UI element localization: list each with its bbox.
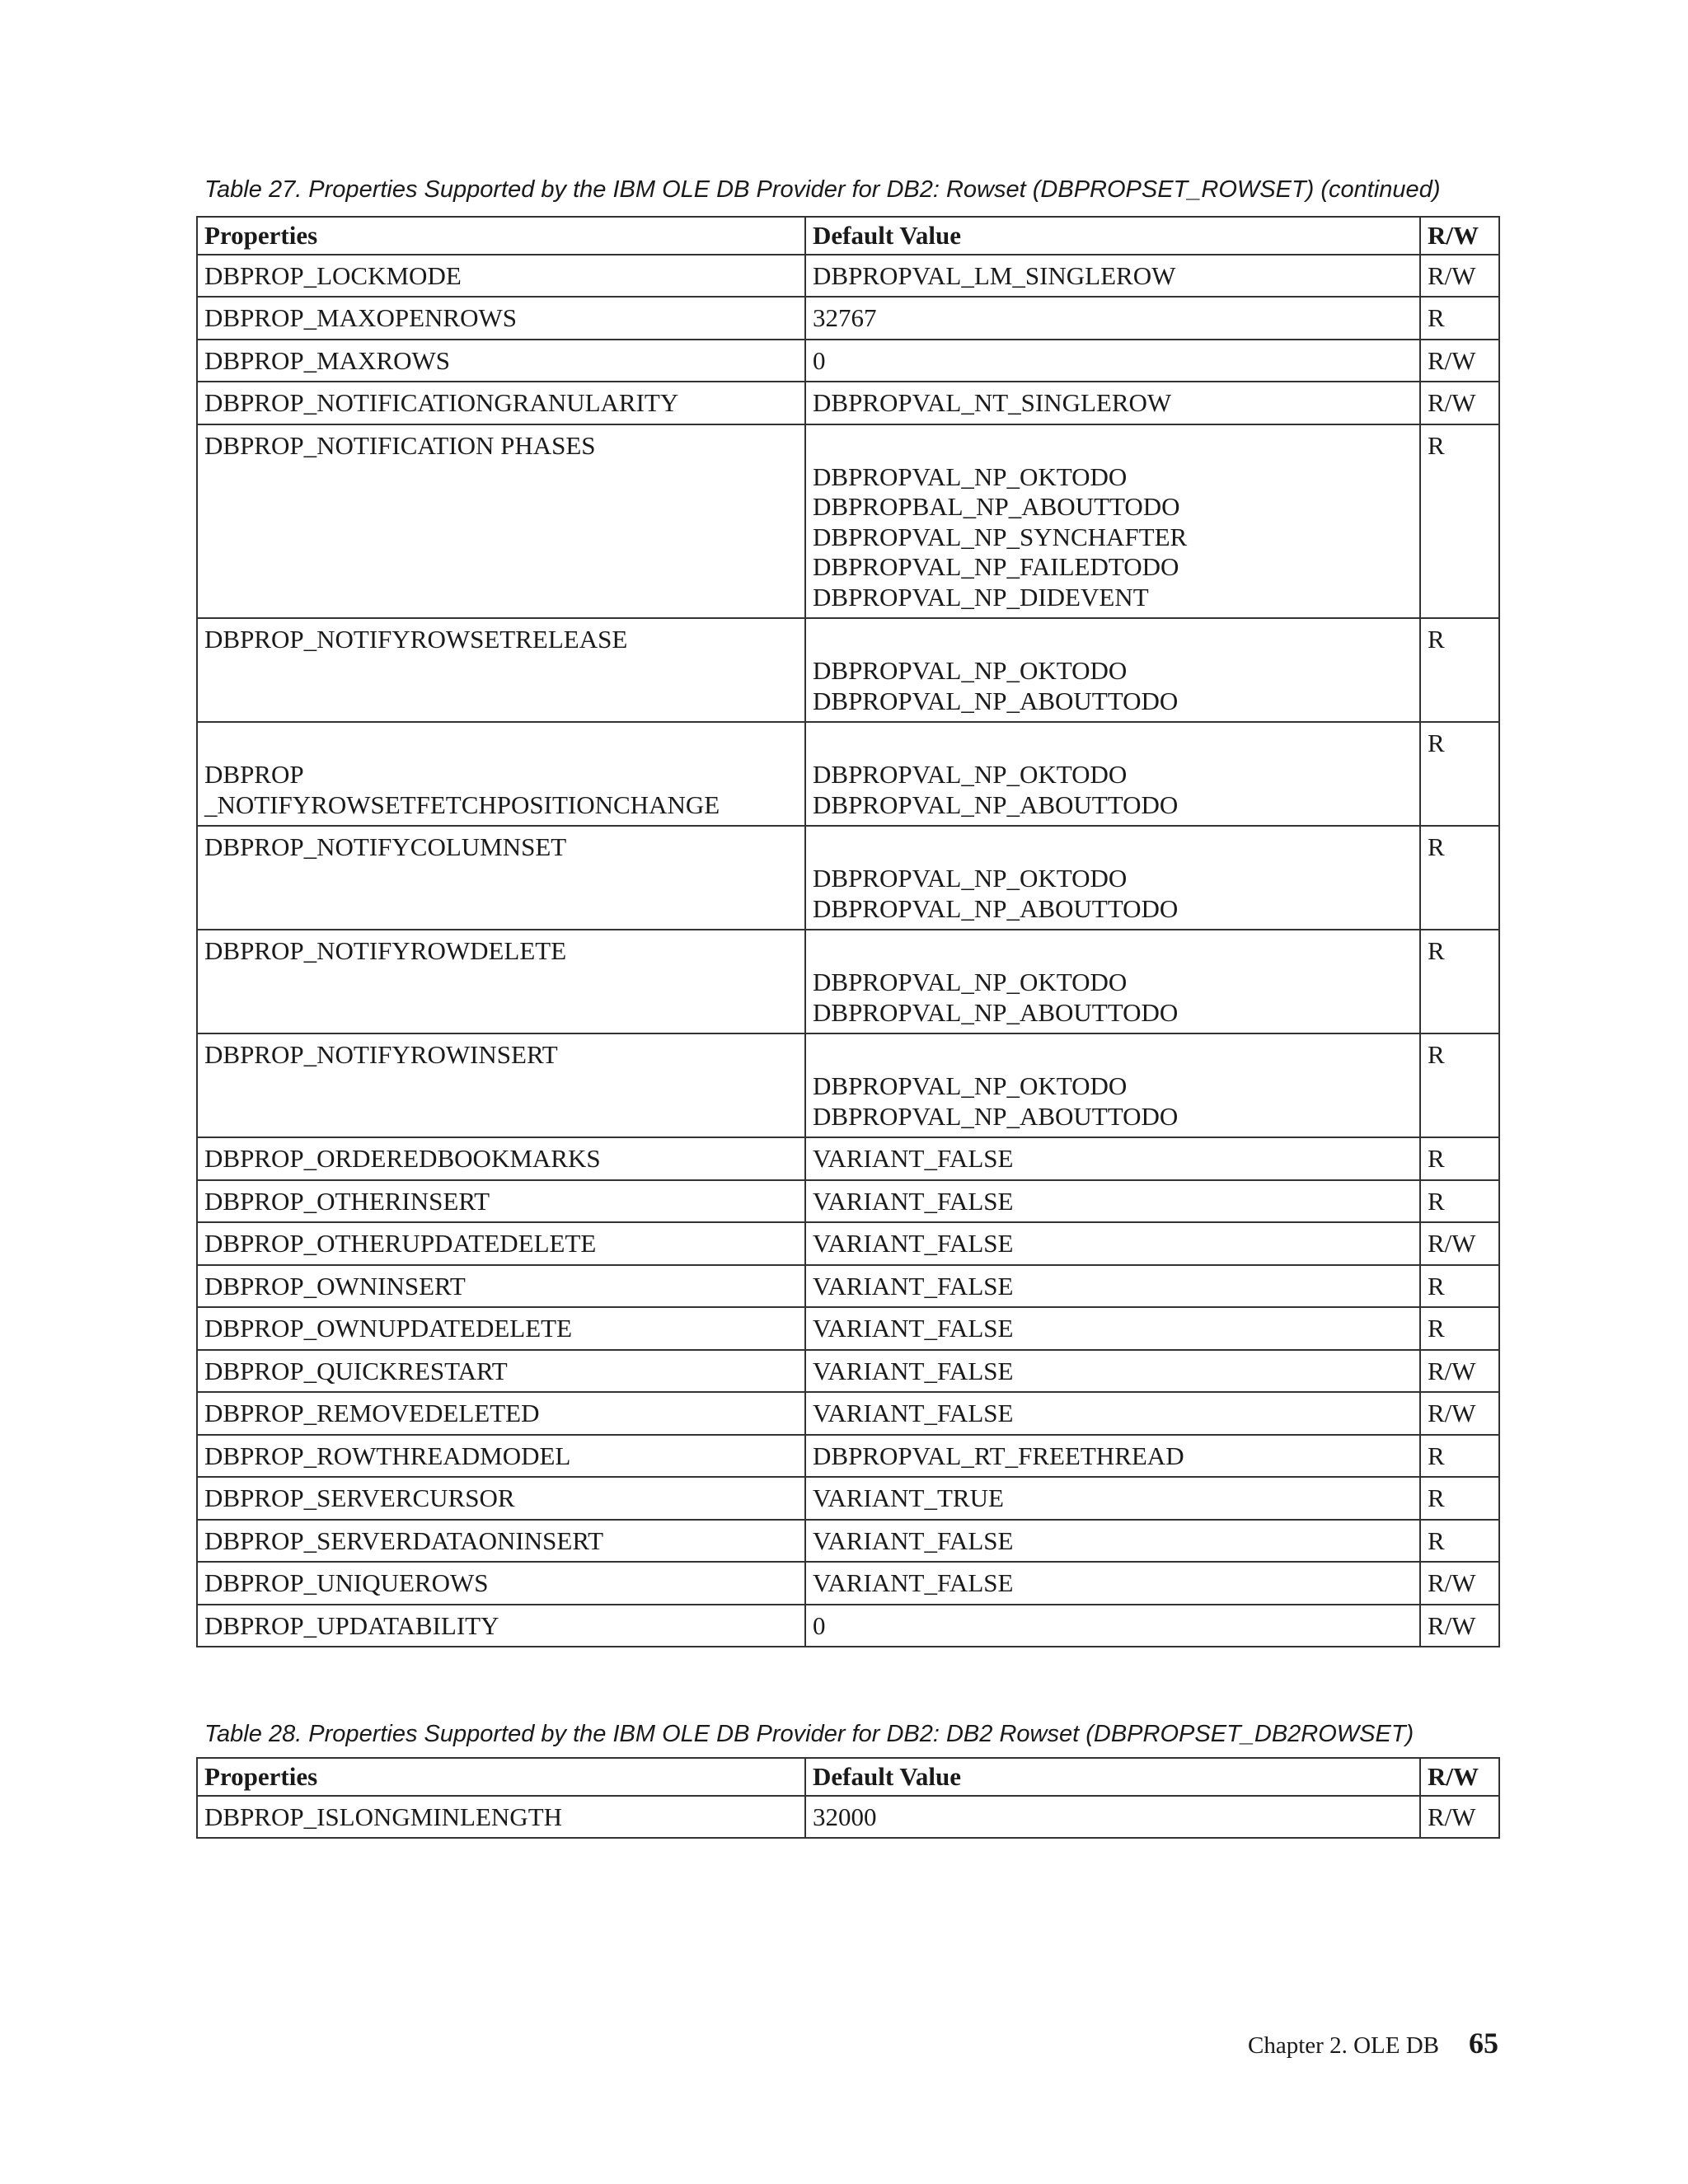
property-cell: DBPROP_ORDEREDBOOKMARKS — [197, 1137, 805, 1180]
table-row — [197, 1796, 1499, 1839]
table-row — [197, 826, 1499, 930]
property-cell: DBPROP_SERVERCURSOR — [197, 1477, 805, 1520]
rw-cell: R — [1420, 930, 1499, 1033]
default-value-line: DBPROPVAL_NP_SYNCHAFTER — [813, 522, 1188, 551]
table-row — [197, 1477, 1499, 1520]
default-value-line: DBPROPVAL_NP_ABOUTTODO — [813, 997, 1179, 1027]
table-27-caption: Table 27. Properties Supported by the IBM OLE DB Provider for DB2: Rowset (DBPROPSET_ROWSET) (continued) — [204, 176, 1441, 203]
table-row — [197, 1562, 1499, 1605]
property-cell: DBPROP_OWNUPDATEDELETE — [197, 1307, 805, 1350]
table-row — [197, 1392, 1499, 1435]
page-number: 65 — [1469, 2027, 1498, 2060]
table-row — [197, 340, 1499, 382]
default-value-cell: VARIANT_FALSE — [805, 1520, 1420, 1563]
table-row — [197, 1222, 1499, 1265]
default-value-cell: VARIANT_FALSE — [805, 1562, 1420, 1605]
property-cell: DBPROP_ISLONGMINLENGTH — [197, 1796, 805, 1839]
rw-cell: R — [1420, 1033, 1499, 1137]
rw-cell: R/W — [1420, 382, 1499, 424]
default-value-line: DBPROPVAL_NP_OKTODO — [813, 760, 1128, 789]
property-line: _NOTIFYROWSETFETCHPOSITIONCHANGE — [204, 790, 720, 819]
default-value-cell — [805, 826, 1420, 930]
rw-cell: R — [1420, 1137, 1499, 1180]
rw-cell: R — [1420, 826, 1499, 930]
default-value-line: DBPROPVAL_NP_OKTODO — [813, 656, 1128, 685]
rw-cell: R/W — [1420, 1605, 1499, 1647]
rw-cell: R/W — [1420, 1796, 1499, 1839]
default-value-cell: VARIANT_FALSE — [805, 1350, 1420, 1393]
table-row — [197, 1033, 1499, 1137]
table-row — [197, 1307, 1499, 1350]
default-value-cell: VARIANT_FALSE — [805, 1265, 1420, 1308]
rw-cell: R/W — [1420, 340, 1499, 382]
rw-cell: R — [1420, 618, 1499, 722]
header-properties: Properties — [197, 1758, 805, 1796]
property-cell: DBPROP_REMOVEDELETED — [197, 1392, 805, 1435]
table-row — [197, 297, 1499, 340]
property-line: DBPROP — [204, 760, 304, 789]
header-properties: Properties — [197, 217, 805, 255]
header-default-value: Default Value — [805, 1758, 1420, 1796]
default-value-cell: 32000 — [805, 1796, 1420, 1839]
property-cell: DBPROP_UPDATABILITY — [197, 1605, 805, 1647]
default-value-line: DBPROPVAL_NP_ABOUTTODO — [813, 893, 1179, 923]
table-28 — [196, 1757, 1500, 1839]
default-value-line: DBPROPBAL_NP_ABOUTTODO — [813, 492, 1180, 521]
property-cell: DBPROP_NOTIFYROWSETRELEASE — [197, 618, 805, 722]
table-header-row — [197, 1758, 1499, 1796]
property-cell: DBPROP_OTHERINSERT — [197, 1180, 805, 1223]
table-row — [197, 722, 1499, 826]
rw-cell: R/W — [1420, 1392, 1499, 1435]
table-27 — [196, 216, 1500, 1647]
footer-chapter: Chapter 2. OLE DB — [1248, 2032, 1439, 2059]
default-value-line: DBPROPVAL_NP_OKTODO — [813, 968, 1128, 996]
default-value-line: DBPROPVAL_NP_OKTODO — [813, 864, 1128, 893]
rw-cell: R — [1420, 1520, 1499, 1563]
default-value-cell: DBPROPVAL_NT_SINGLEROW — [805, 382, 1420, 424]
property-cell — [197, 722, 805, 826]
property-cell: DBPROP_NOTIFICATION PHASES — [197, 424, 805, 619]
default-value-cell: 0 — [805, 340, 1420, 382]
table-row — [197, 1137, 1499, 1180]
default-value-cell — [805, 930, 1420, 1033]
rw-cell: R — [1420, 424, 1499, 619]
rw-cell: R — [1420, 297, 1499, 340]
property-cell: DBPROP_SERVERDATAONINSERT — [197, 1520, 805, 1563]
table-row — [197, 1350, 1499, 1393]
default-value-line: DBPROPVAL_NP_OKTODO — [813, 462, 1128, 491]
default-value-cell: DBPROPVAL_LM_SINGLEROW — [805, 255, 1420, 298]
default-value-cell — [805, 424, 1420, 619]
rw-cell: R — [1420, 1180, 1499, 1223]
rw-cell: R — [1420, 1435, 1499, 1478]
default-value-cell: DBPROPVAL_RT_FREETHREAD — [805, 1435, 1420, 1478]
property-cell: DBPROP_NOTIFICATIONGRANULARITY — [197, 382, 805, 424]
table-row — [197, 424, 1499, 619]
table-header-row — [197, 217, 1499, 255]
default-value-line: DBPROPVAL_NP_OKTODO — [813, 1071, 1128, 1100]
table-row — [197, 1265, 1499, 1308]
default-value-cell — [805, 618, 1420, 722]
header-default-value: Default Value — [805, 217, 1420, 255]
default-value-line: DBPROPVAL_NP_ABOUTTODO — [813, 686, 1179, 715]
rw-cell: R/W — [1420, 1562, 1499, 1605]
header-rw: R/W — [1420, 1758, 1499, 1796]
property-cell: DBPROP_ROWTHREADMODEL — [197, 1435, 805, 1478]
default-value-line: DBPROPVAL_NP_FAILEDTODO — [813, 552, 1179, 581]
table-row — [197, 1520, 1499, 1563]
property-cell: DBPROP_MAXROWS — [197, 340, 805, 382]
table-row — [197, 930, 1499, 1033]
property-cell: DBPROP_OTHERUPDATEDELETE — [197, 1222, 805, 1265]
default-value-cell: VARIANT_FALSE — [805, 1137, 1420, 1180]
default-value-cell: VARIANT_TRUE — [805, 1477, 1420, 1520]
default-value-cell: VARIANT_FALSE — [805, 1180, 1420, 1223]
default-value-cell — [805, 722, 1420, 826]
table-28-caption: Table 28. Properties Supported by the IBM OLE DB Provider for DB2: DB2 Rowset (DBPROPSET_DB2ROWSET) — [204, 1721, 1414, 1747]
rw-cell: R/W — [1420, 1350, 1499, 1393]
property-cell: DBPROP_LOCKMODE — [197, 255, 805, 298]
property-cell: DBPROP_UNIQUEROWS — [197, 1562, 805, 1605]
default-value-line: DBPROPVAL_NP_ABOUTTODO — [813, 1101, 1179, 1131]
page-footer — [1248, 2026, 1498, 2060]
header-rw: R/W — [1420, 217, 1499, 255]
default-value-cell — [805, 1033, 1420, 1137]
rw-cell: R — [1420, 1477, 1499, 1520]
property-cell: DBPROP_QUICKRESTART — [197, 1350, 805, 1393]
property-cell: DBPROP_NOTIFYROWDELETE — [197, 930, 805, 1033]
table-row — [197, 618, 1499, 722]
table-row — [197, 1180, 1499, 1223]
default-value-cell: 32767 — [805, 297, 1420, 340]
table-row — [197, 1605, 1499, 1647]
rw-cell: R — [1420, 1307, 1499, 1350]
table-row — [197, 1435, 1499, 1478]
default-value-cell: 0 — [805, 1605, 1420, 1647]
rw-cell: R/W — [1420, 255, 1499, 298]
table-row — [197, 382, 1499, 424]
property-cell: DBPROP_MAXOPENROWS — [197, 297, 805, 340]
default-value-line: DBPROPVAL_NP_ABOUTTODO — [813, 790, 1179, 819]
rw-cell: R/W — [1420, 1222, 1499, 1265]
property-cell: DBPROP_NOTIFYCOLUMNSET — [197, 826, 805, 930]
property-cell: DBPROP_NOTIFYROWINSERT — [197, 1033, 805, 1137]
default-value-cell: VARIANT_FALSE — [805, 1307, 1420, 1350]
default-value-cell: VARIANT_FALSE — [805, 1222, 1420, 1265]
table-row — [197, 255, 1499, 298]
default-value-line: DBPROPVAL_NP_DIDEVENT — [813, 582, 1149, 612]
rw-cell: R — [1420, 1265, 1499, 1308]
rw-cell: R — [1420, 722, 1499, 826]
property-cell: DBPROP_OWNINSERT — [197, 1265, 805, 1308]
default-value-cell: VARIANT_FALSE — [805, 1392, 1420, 1435]
